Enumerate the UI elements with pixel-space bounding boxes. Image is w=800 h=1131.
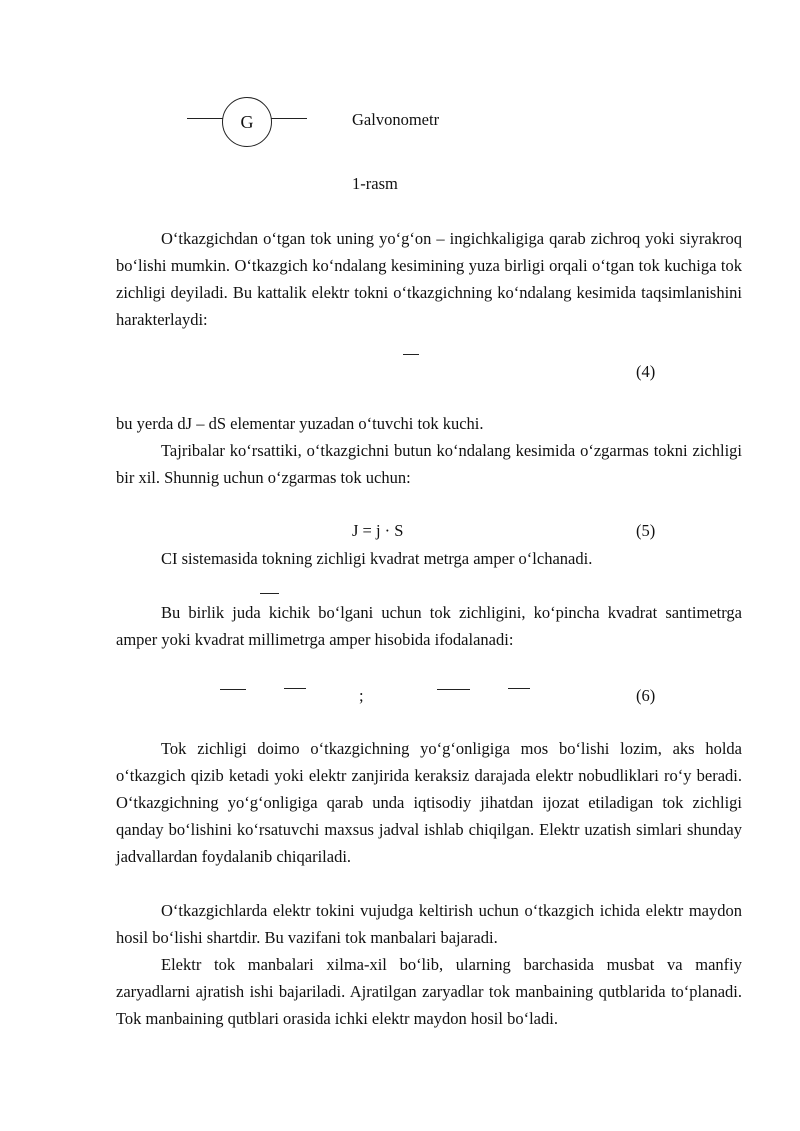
paragraph-5: Bu birlik juda kichik bo‘lgani uchun tok zichligini, ko‘pincha kvadrat santimetrga amper yoki kvadrat millimetrga amper hisobida ifodalanadi: <box>116 603 742 649</box>
wire-right <box>271 118 307 119</box>
paragraph-3: Tajribalar ko‘rsattiki, o‘tkazgichni butun ko‘ndalang kesimida o‘zgarmas tokni zichligi bir xil. Shunnig uchun o‘zgarmas tok uchun: <box>116 441 742 487</box>
galvanometer-label: Galvonometr <box>352 110 440 129</box>
galvanometer-circle <box>222 97 272 147</box>
galvanometer-letter: G <box>240 112 254 132</box>
eq4-number: (4) <box>636 362 656 381</box>
eq5-formula: J = j · S <box>352 521 404 540</box>
paragraph-4: CI sistemasida tokning zichligi kvadrat metrga amper o‘lchanadi. <box>161 549 593 568</box>
paragraph-6: Tok zichligi doimo o‘tkazgichning yo‘g‘onligiga mos bo‘lishi lozim, aks holda o‘tkazgich qizib ketadi yoki elektr zanjirida keraksiz darajada elektr nobudliklari ro‘y beradi. O‘tkazgichning yo‘g‘onligiga qarab unda iqtisodiy jihatdan ijozat etiladigan tok zichligi qanday bo‘lishini ko‘rsatuvchi maxsus jadval ishlab chiqilgan. Elektr uzatish simlari shunday jadvallardan foydalanib chiqariladi. <box>116 739 742 866</box>
eq6-fraction-bar-4 <box>508 688 530 689</box>
eq6-fraction-bar-1 <box>220 689 246 690</box>
eq6-fraction-bar-3 <box>437 689 470 690</box>
paragraph-2: bu yerda dJ – dS elementar yuzadan o‘tuvchi tok kuchi. <box>116 414 484 433</box>
paragraph-8: Elektr tok manbalari xilma-xil bo‘lib, ularning barchasida musbat va manfiy zaryadlarni ajratish ishi bajariladi. Ajratilgan zaryadlar tok manbaining qutblarida to‘planadi. Tok manbaining qutblari orasida ichki elektr maydon hosil bo‘ladi. <box>116 955 742 1028</box>
eq6-number: (6) <box>636 686 656 705</box>
eq6-fraction-bar-2 <box>284 688 306 689</box>
unit-fraction-bar <box>260 593 279 594</box>
eq4-fraction-bar <box>403 354 419 355</box>
wire-left <box>187 118 223 119</box>
figure-caption: 1-rasm <box>352 174 398 193</box>
paragraph-1: O‘tkazgichdan o‘tgan tok uning yo‘g‘on – ingichkaligiga qarab zichroq yoki siyrakroq bo‘lishi mumkin. O‘tkazgich ko‘ndalang kesimining yuza birligi orqali o‘tgan tok kuchiga tok zichligi deyiladi. Bu kattalik elektr tokni o‘tkazgichning ko‘ndalang kesimida taqsimlanishini harakterlaydi: <box>116 229 742 329</box>
eq6-separator: ; <box>359 686 364 705</box>
eq5-number: (5) <box>636 521 656 540</box>
paragraph-7: O‘tkazgichlarda elektr tokini vujudga keltirish uchun o‘tkazgich ichida elektr maydon hosil bo‘lishi shartdir. Bu vazifani tok manbalari bajaradi. <box>116 901 742 947</box>
